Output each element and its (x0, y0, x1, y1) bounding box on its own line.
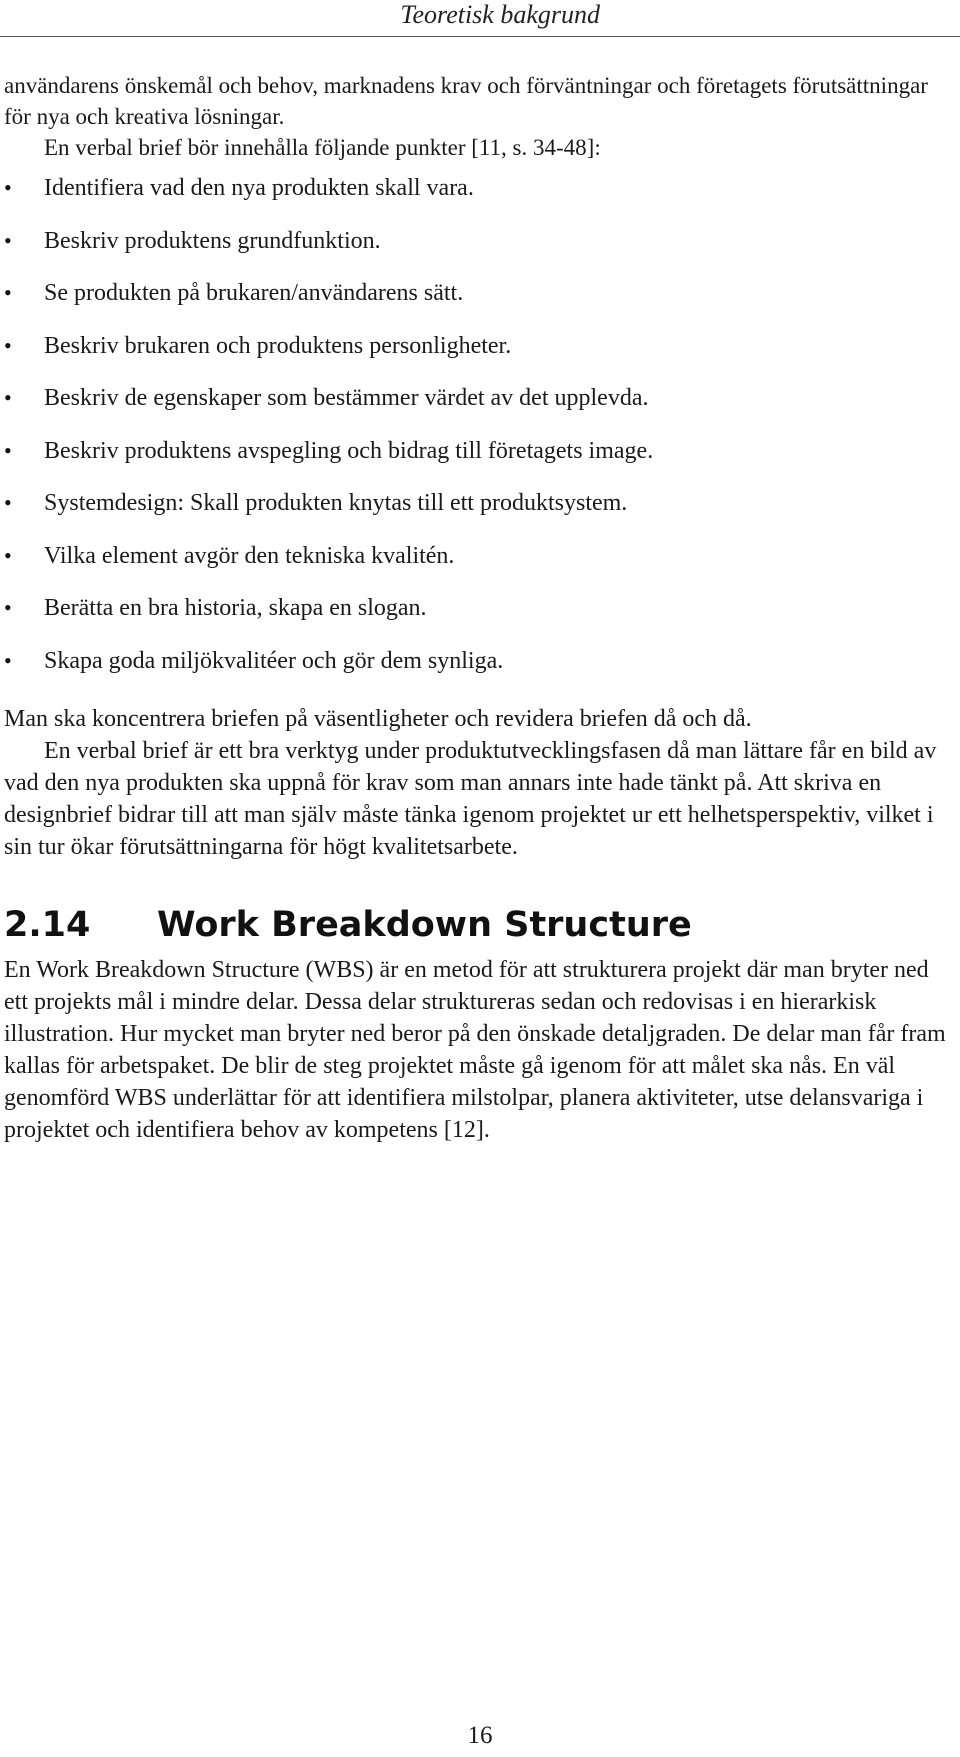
running-header-title: Teoretisk bakgrund (400, 0, 600, 29)
list-item-text: Beskriv brukaren och produktens personligheter. (44, 332, 512, 359)
intro-paragraph: användarens önskemål och behov, marknadens krav och förväntningar och företagets förutsättningar för nya och kreativa lösningar. (4, 73, 928, 129)
list-item-text: Berätta en bra historia, skapa en slogan. (44, 595, 427, 621)
list-item (4, 592, 954, 645)
page-number: 16 (467, 1722, 493, 1749)
brief-intro-line: En verbal brief bör innehålla följande punkter [11, s. 34-48]: (44, 135, 601, 160)
list-item (4, 225, 954, 278)
section-title: Work Breakdown Structure (157, 905, 692, 945)
list-item-text: Beskriv produktens avspegling och bidrag till företagets image. (44, 437, 654, 464)
brief-points-list (4, 172, 954, 697)
list-item-text: Systemdesign: Skall produkten knytas till ett produktsystem. (44, 490, 628, 516)
page-header (0, 0, 960, 37)
list-item (4, 487, 954, 540)
section-heading (4, 902, 954, 948)
wbs-paragraph: En Work Breakdown Structure (WBS) är en metod för att strukturera projekt där man bryter ned ett projekts mål i mindre delar. Dessa delar struktureras sedan och redovisas i en hierarkisk illustration. Hur mycket man bryter ned beror på den önskade detaljgraden. De delar man får fram kallas för arbetspaket. De blir de steg projektet måste gå igenom för att målet ska nås. En väl genomförd WBS underlättar för att identifiera milstolpar, planera aktiviteter, utse delansvariga i projektet och identifiera behov av kompetens [12]. (4, 957, 946, 1143)
bullet-icon: • (4, 437, 12, 463)
section-number: 2.14 (4, 905, 91, 945)
bullet-icon: • (4, 227, 12, 253)
bullet-icon: • (4, 647, 12, 673)
bullet-icon: • (4, 542, 12, 568)
list-item-text: Beskriv produktens grundfunktion. (44, 227, 381, 254)
bullet-icon: • (4, 490, 12, 515)
list-item (4, 277, 954, 330)
bullet-icon: • (4, 280, 12, 305)
bullet-icon: • (4, 385, 12, 410)
list-item-text: Beskriv de egenskaper som bestämmer värdet av det upplevda. (44, 385, 649, 411)
bullet-icon: • (4, 595, 12, 620)
list-item-text: Vilka element avgör den tekniska kvalitén. (44, 542, 455, 569)
verbal-brief-paragraph: En verbal brief är ett bra verktyg under produktutvecklingsfasen då man lättare får en bild av vad den nya produkten ska uppnå för krav som man annars inte hade tänkt på. Att skriva en designbrief bidrar till att man själv måste tänka igenom projektet ur ett helhetsperspektiv, vilket i sin tur ökar förutsättningarna för högt kvalitetsarbete. (4, 738, 937, 860)
list-item-text: Skapa goda miljökvalitéer och gör dem synliga. (44, 647, 504, 674)
list-item (4, 382, 954, 435)
list-item (4, 435, 954, 488)
list-item (4, 645, 954, 698)
list-item (4, 330, 954, 383)
bullet-icon: • (4, 332, 12, 358)
list-item (4, 540, 954, 593)
list-item (4, 172, 954, 225)
list-item-text: Se produkten på brukaren/användarens sätt. (44, 280, 464, 306)
bullet-icon: • (4, 175, 12, 200)
summary-paragraph: Man ska koncentrera briefen på väsentligheter och revidera briefen då och då. (4, 706, 752, 732)
page-content (4, 70, 954, 1146)
list-item-text: Identifiera vad den nya produkten skall vara. (44, 175, 474, 201)
